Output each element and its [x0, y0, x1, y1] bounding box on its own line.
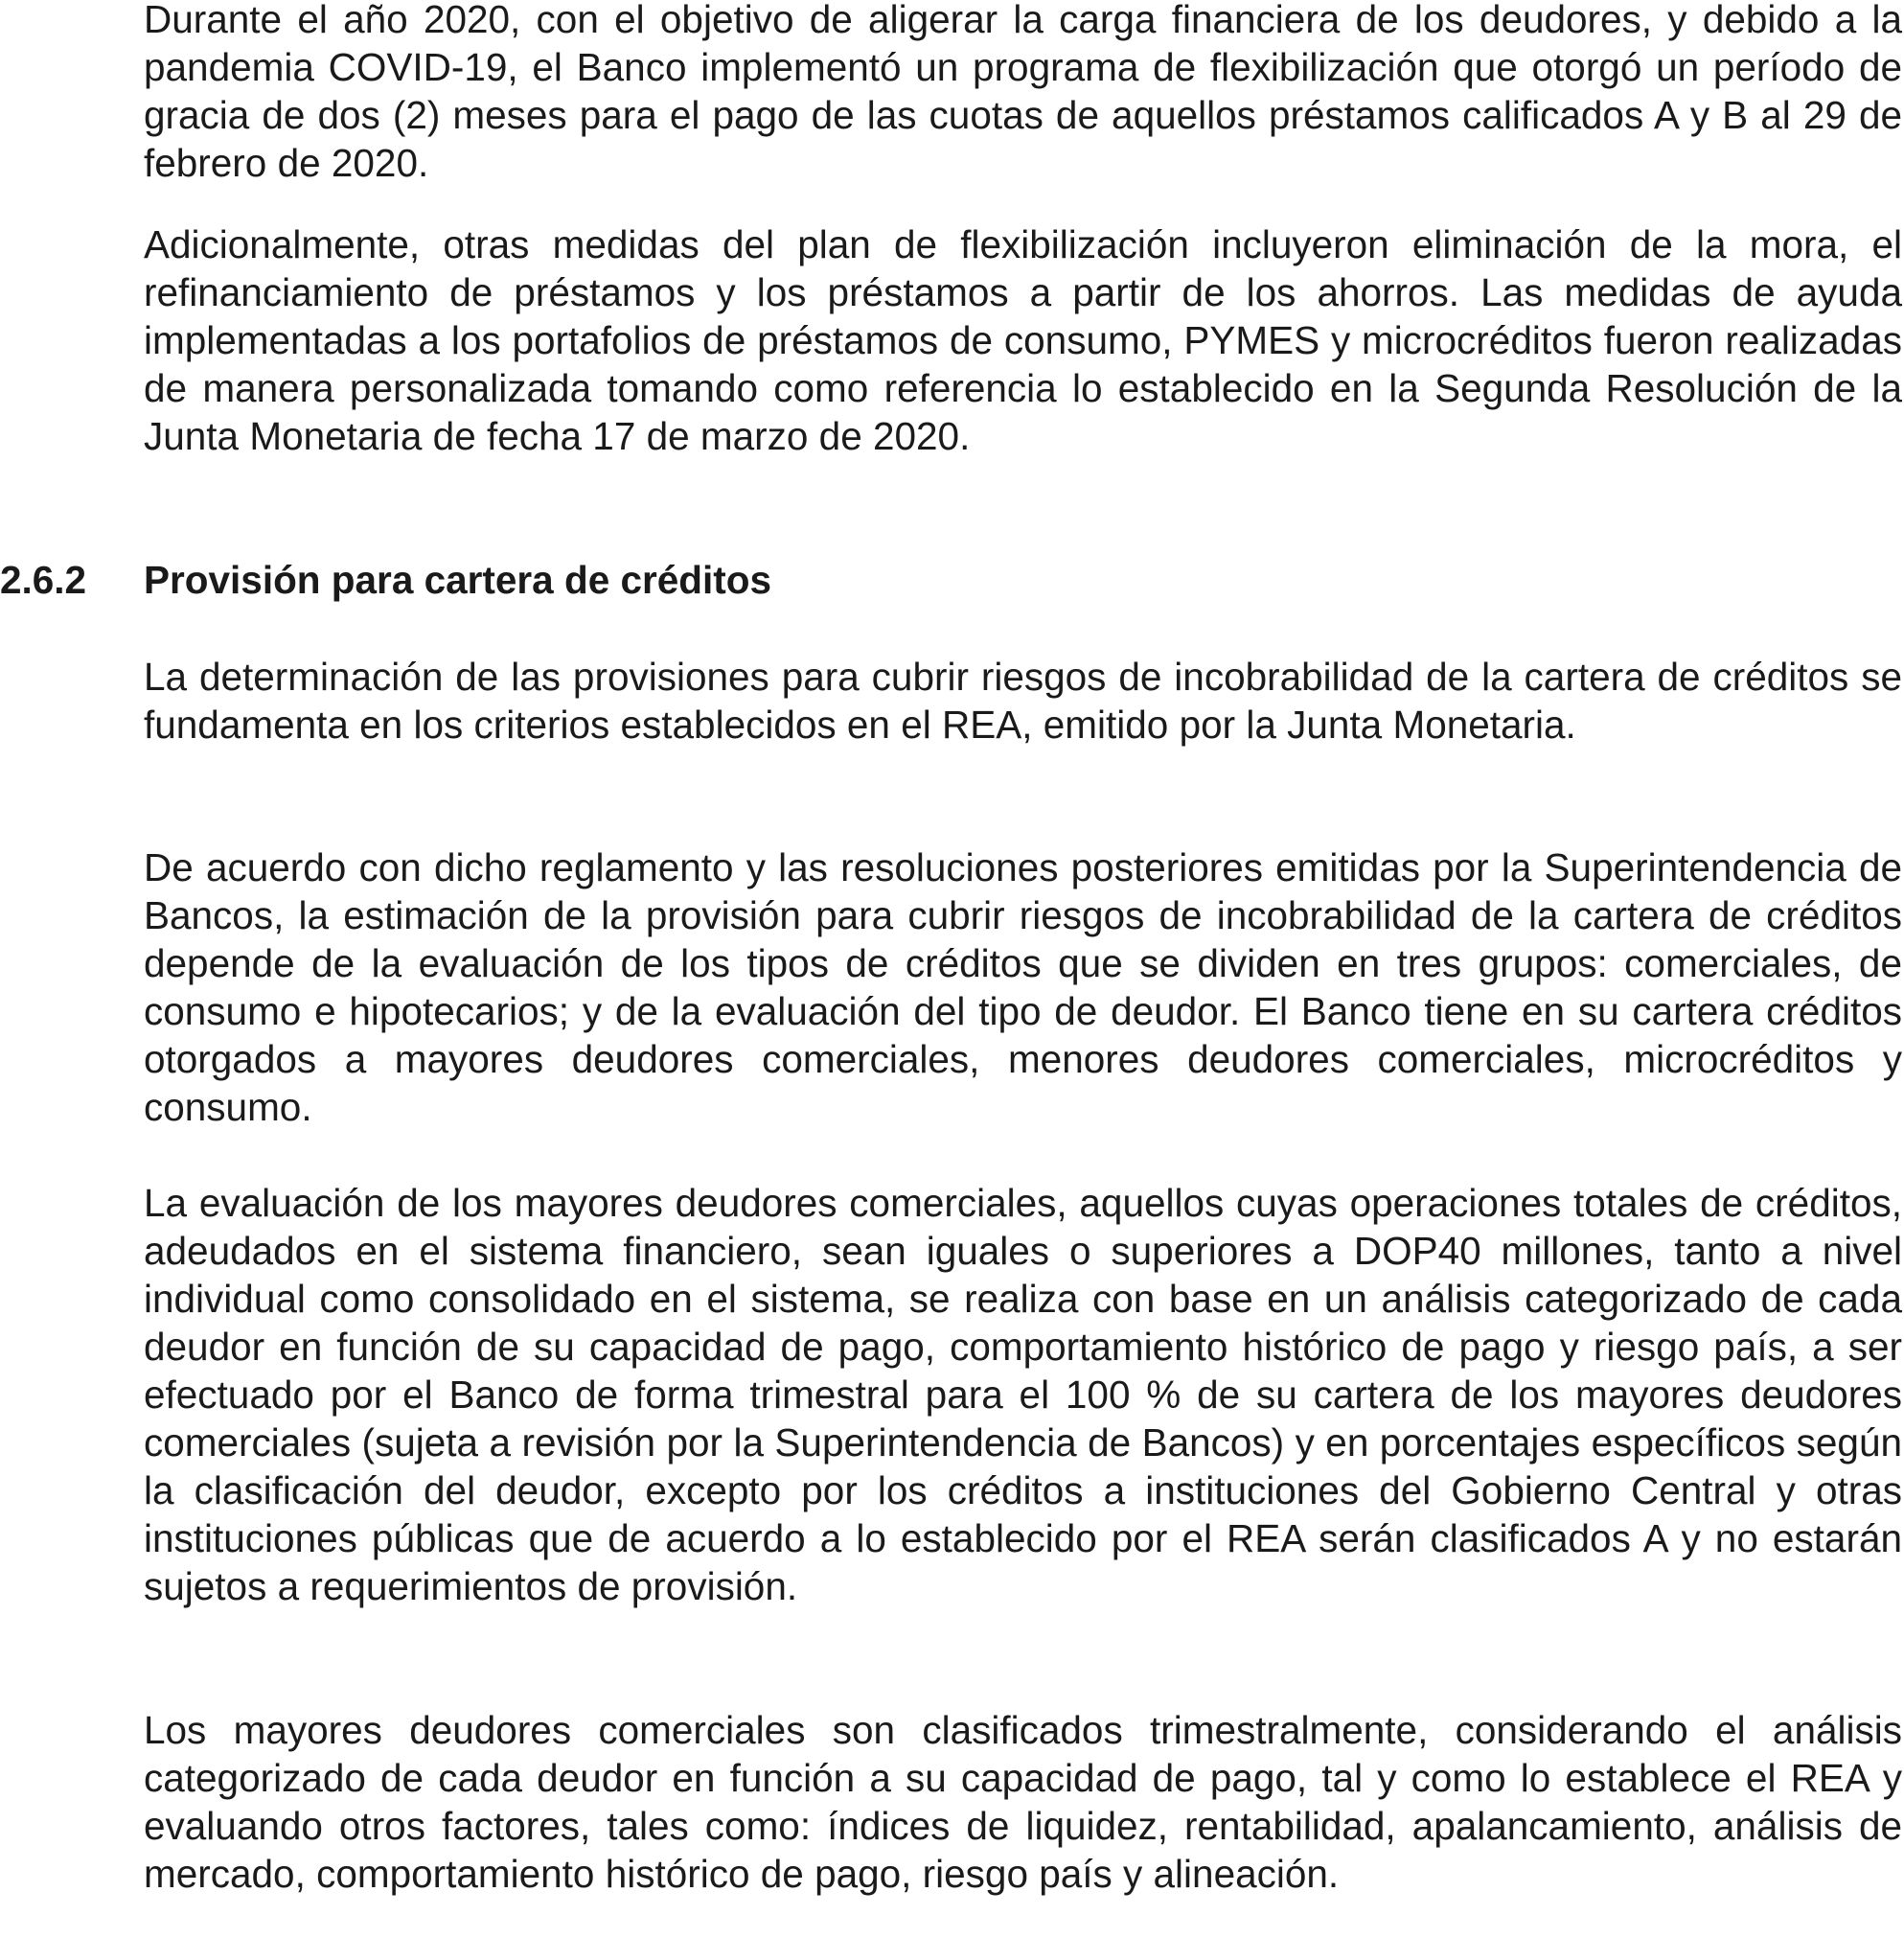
- paragraph-major-debtors-evaluation: La evaluación de los mayores deudores comerciales, aquellos cuyas operaciones totales de créditos, adeudados en el sistema financiero, sean iguales o superiores a DOP40 millones, tanto a nivel individual como consolidado en el sistema, se realiza con base en un análisis categorizado de cada deudor en función de su capacidad de pago, comportamiento histórico de pago y riesgo país, a ser efectuado por el Banco de forma trimestral para el 100 % de su cartera de los mayores deudores comerciales (sujeta a revisión por la Superintendencia de Bancos) y en porcentajes específicos según la clasificación del deudor, excepto por los créditos a instituciones del Gobierno Central y otras instituciones públicas que de acuerdo a lo establecido por el REA serán clasificados A y no estarán sujetos a requerimientos de provisión.: [144, 1181, 1902, 1608]
- paragraph-credit-types: De acuerdo con dicho reglamento y las resoluciones posteriores emitidas por la Superintendencia de Bancos, la estimación de la provisión para cubrir riesgos de incobrabilidad de la cartera de créditos depende de la evaluación de los tipos de créditos que se dividen en tres grupos: comerciales, de consumo e hipotecarios; y de la evaluación del tipo de deudor. El Banco tiene en su cartera créditos otorgados a mayores deudores comerciales, menores deudores comerciales, microcréditos y consumo.: [144, 845, 1902, 1129]
- paragraph-provision-criteria: La determinación de las provisiones para cubrir riesgos de incobrabilidad de la cartera de créditos se fundamenta en los criterios establecidos en el REA, emitido por la Junta Monetaria.: [144, 655, 1902, 747]
- section-title: Provisión para cartera de créditos: [144, 558, 772, 602]
- paragraph-flexibilization-measures: Adicionalmente, otras medidas del plan de flexibilización incluyeron eliminación de la mora, el refinanciamiento de préstamos y los préstamos a partir de los ahorros. Las medidas de ayuda implementadas a los portafolios de préstamos de consumo, PYMES y microcréditos fueron realizadas de manera personalizada tomando como referencia lo establecido en la Segunda Resolución de la Junta Monetaria de fecha 17 de marzo de 2020.: [144, 222, 1902, 458]
- paragraph-covid-grace-period: Durante el año 2020, con el objetivo de aligerar la carga financiera de los deudores, y debido a la pandemia COVID-19, el Banco implementó un programa de flexibilización que otorgó un período de gracia de dos (2) meses para el pago de las cuotas de aquellos préstamos calificados A y B al 29 de febrero de 2020.: [144, 0, 1902, 185]
- paragraph-quarterly-classification: Los mayores deudores comerciales son clasificados trimestralmente, considerando el análisis categorizado de cada deudor en función a su capacidad de pago, tal y como lo establece el REA y evaluando otros factores, tales como: índices de liquidez, rentabilidad, apalancamiento, análisis de mercado, comportamiento histórico de pago, riesgo país y alineación.: [144, 1708, 1902, 1896]
- section-number: 2.6.2: [0, 558, 87, 602]
- section-heading: [0, 556, 771, 604]
